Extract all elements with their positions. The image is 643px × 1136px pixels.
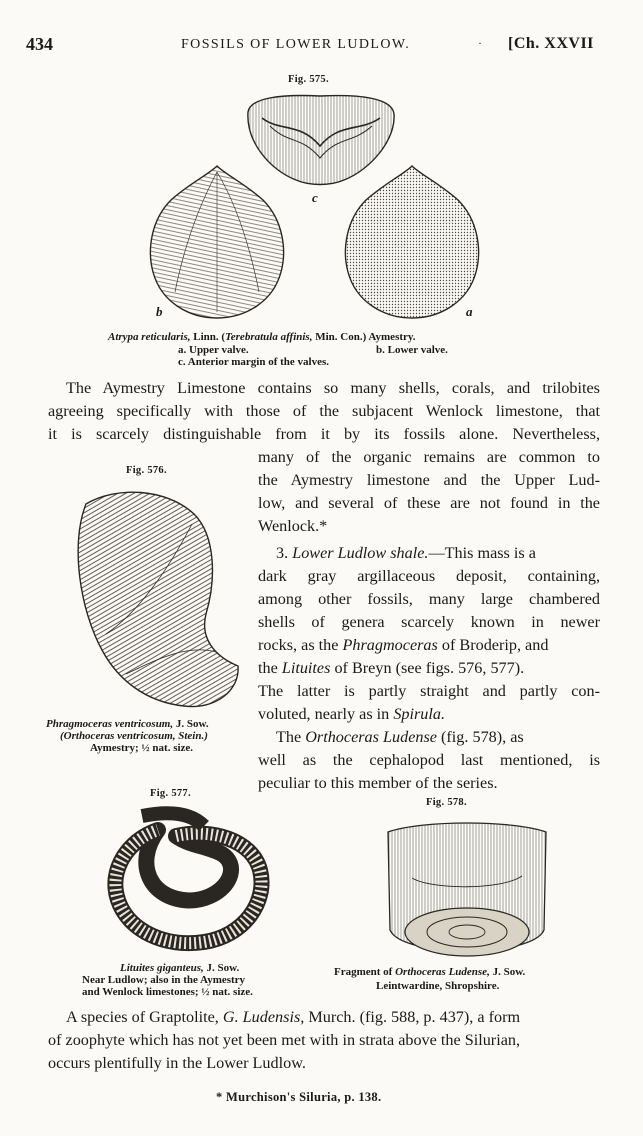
fig-577-author: J. Sow. <box>203 962 240 974</box>
fig-576-caption-line1 <box>46 718 209 731</box>
fig-577-caption-line3: and Wenlock limestones; ½ nat. size. <box>82 986 253 998</box>
fig-578-label: Fig. 578. <box>426 797 467 808</box>
para2-line3: among other fossils, many large chambered <box>258 590 600 608</box>
para2-line11: peculiar to this member of the series. <box>258 774 498 792</box>
fig-577-label: Fig. 577. <box>150 788 191 799</box>
para2-line6-a: the <box>258 659 282 677</box>
fig-575-species: Atrypa reticularis, <box>108 331 191 343</box>
running-title: FOSSILS OF LOWER LUDLOW. <box>181 37 411 52</box>
para2-phragmoceras: Phragmoceras <box>342 636 438 654</box>
para2-line5 <box>258 634 548 657</box>
fig-575-valve-a-illustration <box>340 162 485 322</box>
para1-line2: agreeing specifically with those of the subjacent Wenlock limestone, that <box>48 402 600 420</box>
fig-576-author: J. Sow. <box>173 718 209 730</box>
para3-line1-b: Murch. (fig. 588, p. 437), a form <box>304 1008 521 1026</box>
para2-line7: The latter is partly straight and partly con- <box>258 682 600 700</box>
fig-578-caption-line2: Leintwardine, Shropshire. <box>376 980 500 992</box>
para2-line6-b: of Breyn (see figs. 576, 577). <box>330 659 525 677</box>
para2-line2: dark gray argillaceous deposit, containing, <box>258 567 600 585</box>
para2-number: 3. <box>276 544 293 562</box>
fig-575-caption-b: b. Lower valve. <box>376 344 448 356</box>
fig-578-orthoceras-illustration <box>382 818 552 964</box>
fig-575-author: Linn. ( <box>190 331 226 343</box>
para1-line4: many of the organic remains are common to <box>258 448 600 466</box>
fig-578-caption-pre: Fragment of <box>334 966 396 978</box>
para1-line6: low, and several of these are not found in the <box>258 494 600 512</box>
para1-line5: the Aymestry limestone and the Upper Lud- <box>258 471 600 489</box>
para2-line4: shells of genera scarcely known in newer <box>258 613 600 631</box>
chapter-label: [Ch. XXVII <box>508 35 594 52</box>
para2-line5-b: of Broderip, and <box>437 636 549 654</box>
para1-line1: The Aymestry Limestone contains so many shells, corals, and trilobites <box>66 379 600 397</box>
para2-line8 <box>258 703 445 726</box>
para2-heading: Lower Ludlow shale. <box>292 544 429 562</box>
fig-576-label: Fig. 576. <box>126 465 167 476</box>
para2-line1 <box>276 542 536 565</box>
para2-spirula: Spirula. <box>393 705 446 723</box>
para2-line6 <box>258 657 524 680</box>
fig-575-caption-a: a. Upper valve. <box>178 344 249 356</box>
para2-line9-b: (fig. 578), as <box>436 728 524 746</box>
fig-575-caption-line1 <box>108 331 416 344</box>
fig-575-caption-rest: Min. Con.) Aymestry. <box>312 331 416 343</box>
para3-line3: occurs plentifully in the Lower Ludlow. <box>48 1054 306 1072</box>
para2-line8-a: voluted, nearly as in <box>258 705 394 723</box>
para3-line1-a: A species of Graptolite, <box>66 1008 223 1026</box>
fig-575-caption-c: c. Anterior margin of the valves. <box>178 356 330 368</box>
fig-577-caption-line2: Near Ludlow; also in the Aymestry <box>82 974 246 986</box>
para2-lituites: Lituites <box>281 659 331 677</box>
para2-line9 <box>276 726 524 749</box>
para3-graptolite-name: G. Ludensis, <box>222 1008 305 1026</box>
para2-line10: well as the cephalopod last mentioned, is <box>258 751 600 769</box>
fig-576-phragmoceras-illustration <box>66 484 246 716</box>
para2-line9-a: The <box>276 728 306 746</box>
para2-line5-a: rocks, as the <box>258 636 343 654</box>
fig-578-author: J. Sow. <box>489 966 526 978</box>
fig-575-letter-c: c <box>312 190 318 205</box>
fig-575-synonym: Terebratula affinis, <box>225 331 313 343</box>
fig-575-valve-b-illustration <box>145 162 290 322</box>
fig-578-species: Orthoceras Ludense, <box>395 966 490 978</box>
para1-line3: it is scarcely distinguishable from it by its fossils alone. Nevertheless, <box>48 425 600 443</box>
fig-575-letter-b: b <box>156 304 163 319</box>
para3-line2: of zoophyte which has not yet been met with in strata above the Silurian, <box>48 1031 521 1049</box>
para3-line1 <box>66 1006 520 1029</box>
fig-576-species: Phragmoceras ventricosum, <box>46 718 174 730</box>
header-dot: · <box>478 36 482 50</box>
fig-575-letter-a: a <box>466 304 473 319</box>
page-number: 434 <box>26 34 53 54</box>
fig-575-label: Fig. 575. <box>288 74 329 85</box>
fig-578-caption-line1 <box>334 966 525 979</box>
para2-orthoceras: Orthoceras Ludense <box>305 728 437 746</box>
para1-line7: Wenlock.* <box>258 517 328 535</box>
para2-line1-rest: —This mass is a <box>428 544 536 562</box>
fig-577-species: Lituites giganteus, <box>120 962 204 974</box>
footnote: * Murchison's Siluria, p. 138. <box>216 1090 382 1104</box>
fig-577-caption-line1 <box>120 962 239 975</box>
fig-577-lituites-illustration <box>92 806 272 956</box>
fig-576-caption-line3: Aymestry; ½ nat. size. <box>90 742 194 754</box>
fig-576-caption-line2: (Orthoceras ventricosum, Stein.) <box>60 730 208 742</box>
page-header <box>26 34 626 58</box>
